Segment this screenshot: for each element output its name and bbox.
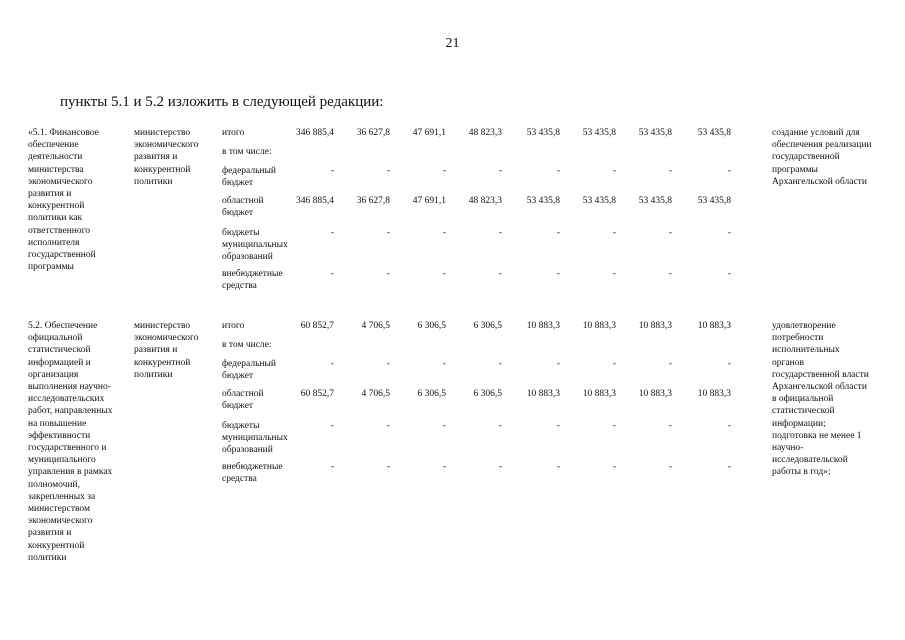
funding-value: -	[612, 166, 616, 176]
funding-value: -	[556, 228, 560, 238]
funding-value: -	[386, 421, 390, 431]
funding-value: 60 852,7	[300, 321, 334, 331]
funding-value: -	[498, 421, 502, 431]
funding-value: -	[386, 462, 390, 472]
funding-source-label: итого	[222, 321, 245, 331]
funding-value: -	[498, 228, 502, 238]
funding-value: 53 435,8	[582, 196, 616, 206]
funding-value: -	[612, 421, 616, 431]
funding-value: 53 435,8	[526, 128, 560, 138]
funding-value: -	[668, 228, 672, 238]
funding-value: -	[668, 359, 672, 369]
funding-value: -	[556, 269, 560, 279]
funding-source-label: федеральный бюджет	[222, 166, 276, 189]
item-goal: создание условий для обеспечения реализации государственной программы Архангельской области	[772, 128, 872, 187]
funding-value: -	[330, 166, 334, 176]
funding-value: -	[442, 359, 446, 369]
funding-value: 53 435,8	[638, 196, 672, 206]
funding-value: 10 883,3	[638, 389, 672, 399]
funding-value: 10 883,3	[526, 389, 560, 399]
funding-value: 4 706,5	[361, 389, 390, 399]
funding-value: 6 306,5	[417, 321, 446, 331]
funding-value: 10 883,3	[638, 321, 672, 331]
funding-value: -	[727, 228, 731, 238]
funding-value: 60 852,7	[300, 389, 334, 399]
funding-value: 48 823,3	[468, 128, 502, 138]
funding-value: -	[386, 166, 390, 176]
funding-value: -	[442, 421, 446, 431]
funding-value: 48 823,3	[468, 196, 502, 206]
funding-source-label: областной бюджет	[222, 196, 264, 219]
funding-value: -	[442, 462, 446, 472]
funding-source-label: в том числе:	[222, 340, 272, 350]
funding-value: -	[727, 359, 731, 369]
funding-value: -	[442, 269, 446, 279]
intro-text: пункты 5.1 и 5.2 изложить в следующей редакции:	[60, 94, 384, 110]
funding-value: -	[612, 228, 616, 238]
funding-value: 6 306,5	[417, 389, 446, 399]
funding-value: -	[668, 269, 672, 279]
funding-value: -	[556, 462, 560, 472]
funding-source-label: федеральный бюджет	[222, 359, 276, 382]
funding-value: 47 691,1	[412, 196, 446, 206]
item-goal: удовлетворение потребности исполнительных органов государственной власти Архангельской области в официальной статистической информации; подготовка не менее 1 научно-исследовательской работы в год»;	[772, 321, 869, 478]
funding-value: 53 435,8	[526, 196, 560, 206]
funding-value: -	[727, 166, 731, 176]
funding-value: 53 435,8	[582, 128, 616, 138]
funding-value: -	[442, 166, 446, 176]
funding-value: -	[498, 166, 502, 176]
funding-source-label: бюджеты муниципальных образований	[222, 421, 288, 456]
funding-value: 6 306,5	[473, 389, 502, 399]
funding-value: -	[727, 421, 731, 431]
funding-value: -	[727, 462, 731, 472]
funding-value: 10 883,3	[526, 321, 560, 331]
funding-value: -	[556, 421, 560, 431]
funding-value: -	[612, 462, 616, 472]
funding-value: -	[330, 269, 334, 279]
funding-source-label: областной бюджет	[222, 389, 264, 412]
funding-value: -	[556, 166, 560, 176]
funding-value: 10 883,3	[582, 321, 616, 331]
funding-value: 10 883,3	[582, 389, 616, 399]
responsible-executor: министерство экономического развития и конкурентной политики	[134, 321, 199, 380]
item-name: 5.2. Обеспечение официальной статистической информацией и организация выполнения научно-исследовательских работ, направленных на повышение эффективности государственного и муниципального управления в рамках полномочий, закрепленных за министерством экономического развития и конкурентной политики	[28, 321, 113, 563]
funding-source-label: итого	[222, 128, 245, 138]
funding-value: 10 883,3	[697, 321, 731, 331]
funding-value: 346 885,4	[296, 196, 334, 206]
funding-value: -	[442, 228, 446, 238]
funding-value: -	[668, 421, 672, 431]
page-number: 21	[445, 36, 460, 51]
funding-value: -	[498, 462, 502, 472]
funding-value: 10 883,3	[697, 389, 731, 399]
funding-source-label: внебюджетные средства	[222, 269, 283, 292]
funding-value: -	[498, 359, 502, 369]
funding-value: -	[330, 421, 334, 431]
funding-value: -	[556, 359, 560, 369]
funding-source-label: в том числе:	[222, 147, 272, 157]
funding-value: 47 691,1	[412, 128, 446, 138]
funding-source-label: бюджеты муниципальных образований	[222, 228, 288, 263]
item-name: «5.1. Финансовое обеспечение деятельности министерства экономического развития и конкурентной политики как ответственного исполнителя государственной программы	[28, 128, 99, 273]
funding-value: -	[386, 228, 390, 238]
funding-value: 53 435,8	[638, 128, 672, 138]
funding-value: 36 627,8	[356, 196, 390, 206]
funding-value: -	[330, 359, 334, 369]
funding-value: 36 627,8	[356, 128, 390, 138]
funding-value: 53 435,8	[697, 128, 731, 138]
funding-value: -	[330, 228, 334, 238]
funding-value: 346 885,4	[296, 128, 334, 138]
funding-value: 6 306,5	[473, 321, 502, 331]
responsible-executor: министерство экономического развития и конкурентной политики	[134, 128, 199, 187]
funding-value: -	[386, 359, 390, 369]
funding-source-label: внебюджетные средства	[222, 462, 283, 485]
funding-value: -	[330, 462, 334, 472]
funding-value: -	[498, 269, 502, 279]
funding-value: -	[612, 359, 616, 369]
funding-value: -	[668, 462, 672, 472]
funding-value: 4 706,5	[361, 321, 390, 331]
funding-value: -	[668, 166, 672, 176]
funding-value: 53 435,8	[697, 196, 731, 206]
funding-value: -	[386, 269, 390, 279]
funding-value: -	[727, 269, 731, 279]
funding-value: -	[612, 269, 616, 279]
